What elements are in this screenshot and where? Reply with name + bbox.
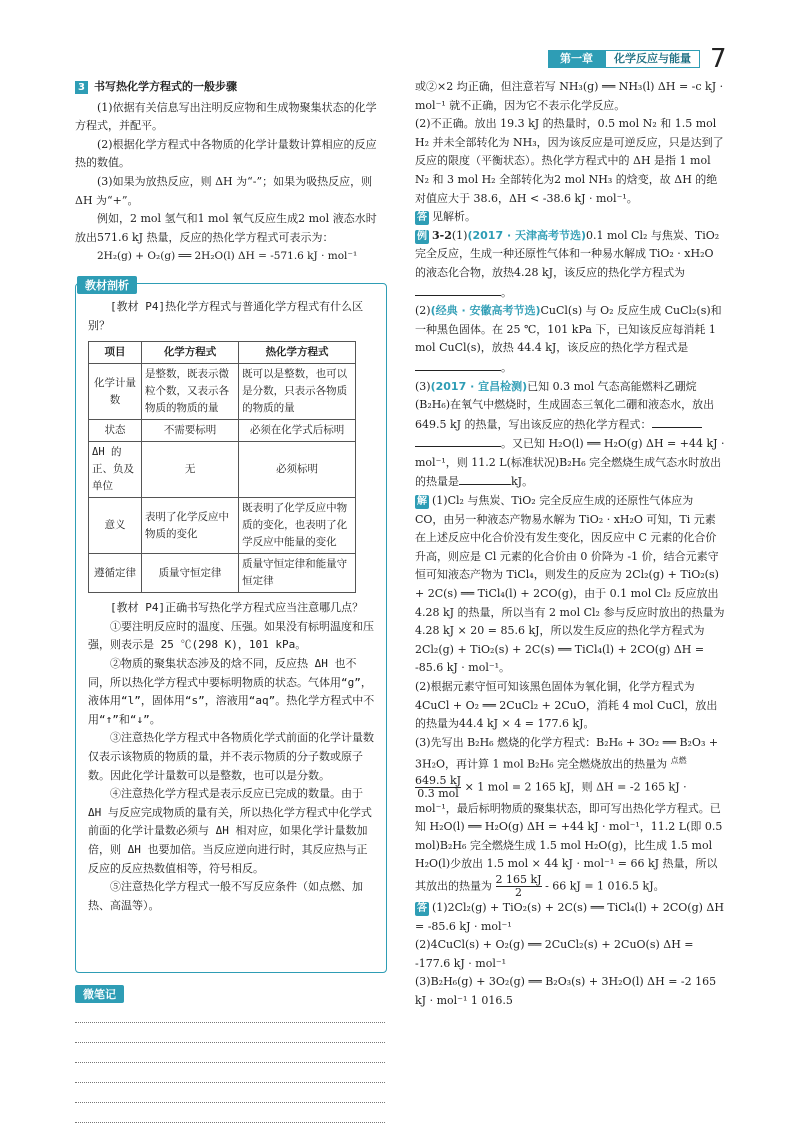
micro-notes	[75, 983, 385, 1123]
section-title: 书写热化学方程式的一般步骤	[94, 80, 237, 93]
comparison-table	[88, 341, 356, 593]
answer-blank[interactable]	[415, 283, 501, 296]
table-cell: 是整数，既表示微粒个数，又表示各物质的物质的量	[142, 364, 239, 420]
table-row	[89, 442, 356, 498]
chapter-title: 化学反应与能量	[605, 50, 700, 68]
answer-tag: 答	[417, 903, 427, 914]
example-3-2: 例 3-2(1)(2017 · 天津高考节选)0.1 mol Cl₂ 与焦炭、TiO₂ 完全反应，生成一种还原性气体和一种易水解成 TiO₂ · xH₂O 的液态化合物，放热4.28 kJ，该反应的热化学方程式为。	[415, 228, 720, 299]
micro-notes-tab: 微笔记	[75, 985, 124, 1003]
table-row	[89, 498, 356, 554]
step-1: (1)依据有关信息写出注明反应物和生成物聚集状态的化学方程式，并配平。	[75, 100, 377, 133]
example-text: 例如，2 mol 氢气和1 mol 氧气反应生成2 mol 液态水时放出571.6 kJ 热量，反应的热化学方程式可表示为：	[75, 212, 377, 244]
source-tag: (2017 · 天津高考节选)	[467, 228, 586, 242]
step-3: (3)如果为放热反应，则 ΔH 为“-”；如果为吸热反应，则 ΔH 为“+”。	[75, 174, 373, 207]
table-cell: 化学计量数	[89, 364, 142, 420]
table-cell: 状态	[89, 420, 142, 442]
note-5: ⑤注意热化学方程式一般不写反应条件（如点燃、加热、高温等）。	[88, 880, 363, 912]
note-line[interactable]	[75, 1003, 385, 1023]
answer-blank[interactable]	[652, 415, 702, 428]
note-3: ③注意热化学方程式中各物质化学式前面的化学计量数仅表示该物质的物质的量，并不表示物质的分子数或原子数。因此化学计量数可以是整数，也可以是分数。	[88, 731, 374, 782]
table-row	[89, 554, 356, 593]
example-number: 3-2	[432, 228, 452, 242]
textbook-analysis-content	[88, 298, 378, 915]
chapter-label: 第一章	[548, 50, 605, 68]
note-line[interactable]	[75, 1023, 385, 1043]
table-header: 热化学方程式	[239, 342, 356, 364]
table-header: 项目	[89, 342, 142, 364]
condition-label: 点燃	[670, 756, 687, 766]
note-2: ②物质的聚集状态涉及的焓不同，反应热 ΔH 也不同，所以热化学方程式中要标明物质的状态。气体用“g”，液体用“l”，固体用“s”，溶液用“aq”。热化学方程式中不用“↑”和“↓”。	[88, 656, 375, 726]
chapter-header	[548, 44, 727, 74]
note-4: ④注意热化学方程式是表示反应已完成的数量。由于 ΔH 与反应完成物质的量有关，所以热化学方程式中化学式前面的化学计量数必须与 ΔH 相对应，如果化学计量数加倍，则 ΔH 也要加倍。当反应逆向进行时，其反应热与正反应的反应热数值相等，符号相反。	[88, 787, 372, 875]
table-cell: 表明了化学反应中物质的变化	[142, 498, 239, 554]
table-cell: 质量守恒定律	[142, 554, 239, 593]
answer-blank[interactable]	[459, 472, 511, 485]
right-column	[415, 78, 725, 1011]
final-answer-3: (3)B₂H₆(g) + 3O₂(g) ══ B₂O₃(s) + 3H₂O(l) ΔH = -2 165 kJ · mol⁻¹ 1 016.5	[415, 975, 717, 1007]
table-cell: 既表明了化学反应中物质的变化，也表明了化学反应中能量的变化	[239, 498, 356, 554]
table-cell: 必须在化学式后标明	[239, 420, 356, 442]
step-2: (2)根据化学方程式中各物质的化学计量数计算相应的反应热的数值。	[75, 137, 377, 170]
solution-part-2: (2)根据元素守恒可知该黑色固体为氧化铜，化学方程式为 4CuCl + O₂ ══ 2CuCl₂ + 2CuO，消耗 4 mol CuCl，放出的热量为44.4 kJ × 4 = 177.6 kJ。	[415, 680, 718, 731]
note-line[interactable]	[75, 1063, 385, 1083]
fraction: $\frac{2 165 kJ}{2}$	[495, 873, 542, 899]
example-tag: 例	[417, 230, 427, 242]
table-cell: 无	[142, 442, 239, 498]
table-row	[89, 420, 356, 442]
answer-tag: 答	[417, 212, 427, 224]
analysis-question-1: [教材 P4]热化学方程式与普通化学方程式有什么区别？	[88, 300, 364, 332]
note-line[interactable]	[75, 1103, 385, 1123]
source-tag: (经典 · 安徽高考节选)	[430, 304, 541, 318]
table-cell: 必须标明	[239, 442, 356, 498]
solution-part-3: (3)先写出 B₂H₆ 燃烧的化学方程式：B₂H₆ + 3O₂ ══ B₂O₃ + 3H₂O，再计算 1 mol B₂H₆ 完全燃烧放出的热量为 $^{点燃}$ $\frac{649.5 kJ}{\text{0.3 mol}}$ × 1 mol = 2 165 kJ，则 ΔH = -2 165 kJ · mol⁻¹，最后标明物质的聚集状态，即可写出热化学方程式。已知 H₂O(l) ══ H₂O(g) ΔH = +44 kJ · mol⁻¹，11.2 L(即 0.5 mol)B₂H₆ 完全燃烧生成 1.5 mol H₂O(g)，比生成 1.5 mol H₂O(l)少放出 1.5 mol × 44 kJ · mol⁻¹ = 66 kJ 热量，所以其放出的热量为 $\frac{2 165 kJ}{2}$ - 66 kJ = 1 016.5 kJ。	[415, 735, 723, 899]
note-line[interactable]	[75, 1043, 385, 1063]
final-answer-1: 答 (1)2Cl₂(g) + TiO₂(s) + 2C(s) ══ TiCl₄(l) + 2CO(g) ΔH = -85.6 kJ · mol⁻¹	[415, 901, 724, 933]
source-tag: (2017 · 宜昌检测)	[430, 379, 528, 393]
prev-answer-continued: 或②×2 均正确，但注意若写 NH₃(g) ══ NH₃(l) ΔH = -c kJ · mol⁻¹ 就不正确，因为它不表示化学反应。	[415, 80, 724, 112]
example-equation: 2H₂(g) + O₂(g) ══ 2H₂O(l) ΔH = -571.6 kJ · mol⁻¹	[97, 250, 358, 263]
example-3-2-part-3: (3)(2017 · 宜昌检测)已知 0.3 mol 气态高能燃料乙硼烷(B₂H₆)在氧气中燃烧时，生成固态三氧化二硼和液态水，放出649.5 kJ 的热量，写出该反应的热化学方程式：。又已知 H₂O(l) ══ H₂O(g) ΔH = +44 kJ · mol⁻¹，则 11.2 L(标准状况)B₂H₆ 完全燃烧生成气态水时放出的热量是 kJ。	[415, 379, 725, 489]
table-header-row	[89, 342, 356, 364]
table-row	[89, 364, 356, 420]
table-cell: 不需要标明	[142, 420, 239, 442]
example-3-2-part-2: (2)(经典 · 安徽高考节选)CuCl(s) 与 O₂ 反应生成 CuCl₂(s)和一种黑色固体。在 25 ℃，101 kPa 下，已知该反应每消耗 1 mol CuCl(s)，放热 44.4 kJ，该反应的热化学方程式是。	[415, 304, 722, 374]
left-column	[75, 78, 385, 266]
textbook-analysis-tab: 教材剖析	[77, 276, 137, 294]
final-answer-2: (2)4CuCl(s) + O₂(g) ══ 2CuCl₂(s) + 2CuO(s) ΔH = -177.6 kJ · mol⁻¹	[415, 938, 694, 970]
section-number: 3	[75, 81, 88, 94]
analysis-question-2: [教材 P4]正确书写热化学方程式应当注意哪几点？	[110, 601, 364, 615]
section-heading	[75, 78, 385, 97]
answer-blank[interactable]	[415, 358, 501, 371]
solution-part-1: 解 (1)Cl₂ 与焦炭、TiO₂ 完全反应生成的还原性气体应为 CO，由另一种液态产物易水解为 TiO₂ · xH₂O 可知，Ti 元素在上述反应中化合价没有发生变化，因反应中 C 元素的化合价升高，则应是 Cl 元素的化合价由 0 价降为 -1 价，结合元素守恒可知液态产物为 TiCl₄，则发生的反应为 2Cl₂(g) + TiO₂(s) + 2C(s) ══ TiCl₄(l) + 2CO(g)，由于 0.1 mol Cl₂ 反应放出4.28 kJ 的热量，所以当有 2 mol Cl₂ 参与反应时放出的热量为 4.28 kJ × 20 = 85.6 kJ，所以发生反应的热化学方程式为 2Cl₂(g) + TiO₂(s) + 2C(s) ══ TiCl₄(l) + 2CO(g) ΔH = -85.6 kJ · mol⁻¹。	[415, 494, 725, 675]
fraction: $\frac{649.5 kJ}{\text{0.3 mol}}$	[415, 773, 462, 800]
prev-answer-part-2: (2)不正确。放出 19.3 kJ 的热量时，0.5 mol N₂ 和 1.5 mol H₂ 并未全部转化为 NH₃，因为该反应是可逆反应，只是达到了反应的限度（平衡状态）。热化学方程式中的 ΔH 是指 1 mol N₂ 和 3 mol H₂ 全部转化为2 mol NH₃ 的焓变，故 ΔH 的绝对值应大于 38.6，ΔH < -38.6 kJ · mol⁻¹。	[415, 117, 724, 205]
table-header: 化学方程式	[142, 342, 239, 364]
table-cell: 意义	[89, 498, 142, 554]
prev-answer-final: 答 见解析。	[417, 210, 476, 224]
note-1: ①要注明反应时的温度、压强。如果没有标明温度和压强，则表示是 25 ℃(298 K)，101 kPa。	[88, 619, 374, 652]
note-line[interactable]	[75, 1083, 385, 1103]
table-cell: 质量守恒定律和能量守恒定律	[239, 554, 356, 593]
answer-blank[interactable]	[415, 434, 501, 447]
page-number: 7	[710, 44, 727, 74]
table-cell: 既可以是整数，也可以是分数，只表示各物质的物质的量	[239, 364, 356, 420]
table-cell: 遵循定律	[89, 554, 142, 593]
solution-tag: 解	[417, 496, 427, 508]
table-cell: ΔH 的正、负及单位	[89, 442, 142, 498]
